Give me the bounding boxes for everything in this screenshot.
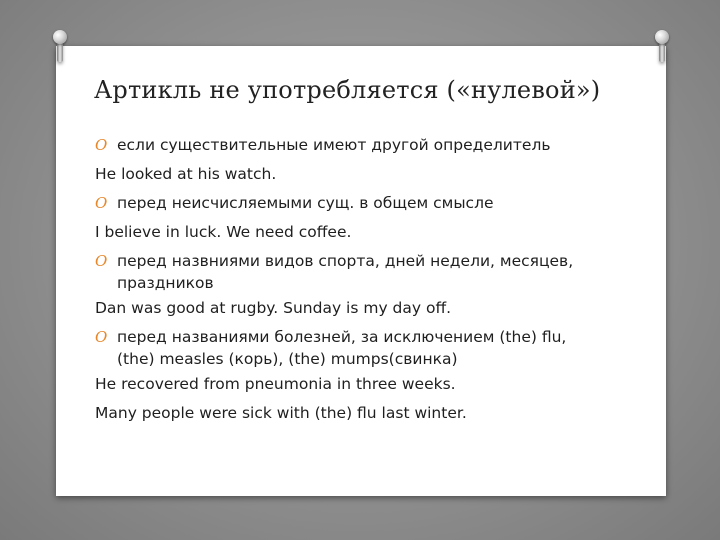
slide-title: Артикль не употребляется («нулевой») <box>94 76 601 104</box>
example-line: I believe in luck. We need coffee. <box>95 223 352 241</box>
bullet-text: если существительные имеют другой определитель <box>117 136 551 154</box>
example-line: He recovered from pneumonia in three weeks. <box>95 375 456 393</box>
bullet-text-continuation: праздников <box>117 274 214 292</box>
slide-content <box>95 131 655 428</box>
bullet-icon: O <box>95 328 108 346</box>
bullet-icon: O <box>95 252 108 270</box>
bullet-item <box>95 131 655 160</box>
pushpin-left-icon <box>53 30 67 64</box>
bullet-icon: O <box>95 194 108 212</box>
bullet-text: перед назвниями видов спорта, дней недели, месяцев, <box>117 252 574 270</box>
example-line: Dan was good at rugby. Sunday is my day off. <box>95 299 452 317</box>
bullet-item <box>95 189 655 218</box>
bullet-text-continuation: (the) measles (корь), (the) mumps(свинка) <box>117 350 458 368</box>
bullet-item <box>95 247 655 294</box>
example-line: He looked at his watch. <box>95 165 277 183</box>
bullet-text: перед неисчисляемыми сущ. в общем смысле <box>117 194 494 212</box>
pushpin-right-icon <box>655 30 669 64</box>
bullet-text: перед названиями болезней, за исключением (the) flu, <box>117 328 567 346</box>
bullet-item <box>95 323 655 370</box>
example-line: Many people were sick with (the) flu last winter. <box>95 404 467 422</box>
bullet-icon: O <box>95 136 108 154</box>
